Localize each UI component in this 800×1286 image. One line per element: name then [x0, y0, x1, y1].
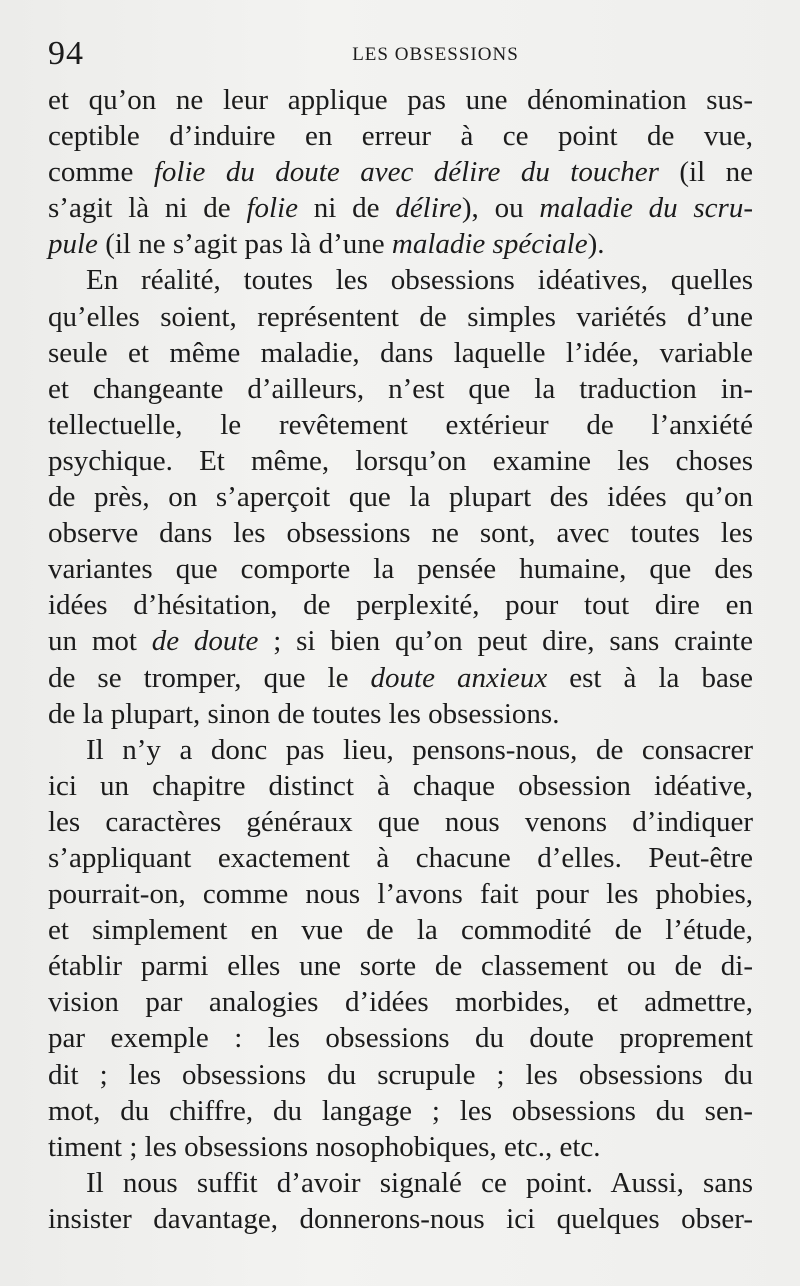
page-number: 94: [48, 35, 84, 72]
text-segment: ceptible d’induire en erreur à ce point de vue,: [48, 120, 753, 153]
italic-text: maladie du scru-: [539, 192, 753, 225]
text-segment: de la plupart, sinon de toutes les obsessions.: [48, 697, 560, 730]
text-line: [48, 479, 753, 515]
text-line: [48, 1093, 753, 1129]
text-segment: timent ; les obsessions nosophobiques, etc., etc.: [48, 1130, 601, 1163]
text-segment: qu’elles soient, représentent de simples variétés d’une: [48, 300, 753, 333]
text-line: [48, 623, 753, 659]
text-line: [48, 82, 753, 118]
text-segment: variantes que comporte la pensée humaine, que des: [48, 553, 753, 586]
text-segment: insister davantage, donnerons-nous ici quelques obser-: [48, 1202, 753, 1235]
text-segment: s’agit là ni de: [48, 192, 247, 225]
text-segment: ; si bien qu’on peut dire, sans crainte: [258, 625, 753, 658]
text-line: [48, 190, 753, 226]
text-line: [48, 912, 753, 948]
text-segment: et changeante d’ailleurs, n’est que la traduction in-: [48, 372, 753, 405]
text-line: [48, 1057, 753, 1093]
italic-text: de doute: [151, 625, 259, 658]
text-segment: psychique. Et même, lorsqu’on examine les choses: [48, 444, 753, 477]
text-line: [48, 551, 753, 587]
text-segment: de près, on s’aperçoit que la plupart des idées qu’on: [48, 481, 753, 514]
italic-text: pule: [48, 228, 98, 261]
text-segment: seule et même maladie, dans laquelle l’idée, variable: [48, 336, 753, 369]
text-line: [48, 840, 753, 876]
text-segment: tellectuelle, le revêtement extérieur de l’anxiété: [48, 408, 753, 441]
text-segment: vision par analogies d’idées morbides, et admettre,: [48, 986, 753, 1019]
text-line: [48, 1129, 753, 1165]
text-line: [48, 1165, 753, 1201]
text-line: [48, 1020, 753, 1056]
text-segment: établir parmi elles une sorte de classement ou de di-: [48, 950, 753, 983]
text-line: [48, 660, 753, 696]
text-line: [48, 515, 753, 551]
text-segment: est à la base: [547, 661, 753, 694]
text-segment: observe dans les obsessions ne sont, avec toutes les: [48, 517, 753, 550]
text-line: [48, 226, 753, 262]
italic-text: maladie spéciale: [391, 228, 588, 261]
text-segment: Il n’y a donc pas lieu, pensons-nous, de consacrer: [86, 733, 753, 766]
text-line: [48, 984, 753, 1020]
text-line: [48, 1201, 753, 1237]
body-text: [48, 82, 753, 1237]
text-line: [48, 335, 753, 371]
text-segment: mot, du chiffre, du langage ; les obsessions du sen-: [48, 1094, 753, 1127]
text-line: [48, 118, 753, 154]
text-line: [48, 299, 753, 335]
text-segment: ni de: [298, 192, 396, 225]
text-segment: et simplement en vue de la commodité de l’étude,: [48, 914, 753, 947]
text-segment: un mot: [48, 625, 152, 658]
text-segment: les caractères généraux que nous venons d’indiquer: [48, 805, 753, 838]
text-line: [48, 262, 753, 298]
text-segment: et qu’on ne leur applique pas une dénomination sus-: [48, 84, 753, 116]
text-segment: pourrait-on, comme nous l’avons fait pour les phobies,: [48, 878, 753, 911]
running-head: LES OBSESSIONS: [352, 44, 519, 65]
text-segment: de se tromper, que le: [48, 661, 371, 694]
text-line: [48, 732, 753, 768]
text-line: [48, 948, 753, 984]
text-segment: (il ne: [658, 156, 753, 189]
text-segment: par exemple : les obsessions du doute proprement: [48, 1022, 753, 1055]
text-line: [48, 696, 753, 732]
text-segment: s’appliquant exactement à chacune d’elles. Peut-être: [48, 841, 753, 874]
text-line: [48, 407, 753, 443]
text-segment: Il nous suffit d’avoir signalé ce point. Aussi, sans: [86, 1166, 753, 1199]
text-line: [48, 876, 753, 912]
italic-text: folie: [246, 192, 298, 225]
text-segment: ).: [587, 228, 605, 261]
text-line: [48, 154, 753, 190]
text-segment: ), ou: [461, 192, 540, 225]
text-segment: comme: [48, 156, 154, 189]
text-segment: idées d’hésitation, de perplexité, pour tout dire en: [48, 589, 753, 622]
page-header: [48, 34, 753, 74]
italic-text: délire: [395, 192, 462, 225]
text-segment: dit ; les obsessions du scrupule ; les obsessions du: [48, 1058, 753, 1091]
text-line: [48, 371, 753, 407]
text-segment: En réalité, toutes les obsessions idéatives, quelles: [86, 264, 753, 297]
italic-text: doute anxieux: [370, 661, 548, 694]
text-line: [48, 768, 753, 804]
text-line: [48, 587, 753, 623]
text-segment: (il ne s’agit pas là d’une: [97, 228, 392, 261]
text-segment: ici un chapitre distinct à chaque obsession idéative,: [48, 769, 753, 802]
text-line: [48, 443, 753, 479]
text-line: [48, 804, 753, 840]
italic-text: folie du doute avec délire du toucher: [153, 156, 659, 189]
